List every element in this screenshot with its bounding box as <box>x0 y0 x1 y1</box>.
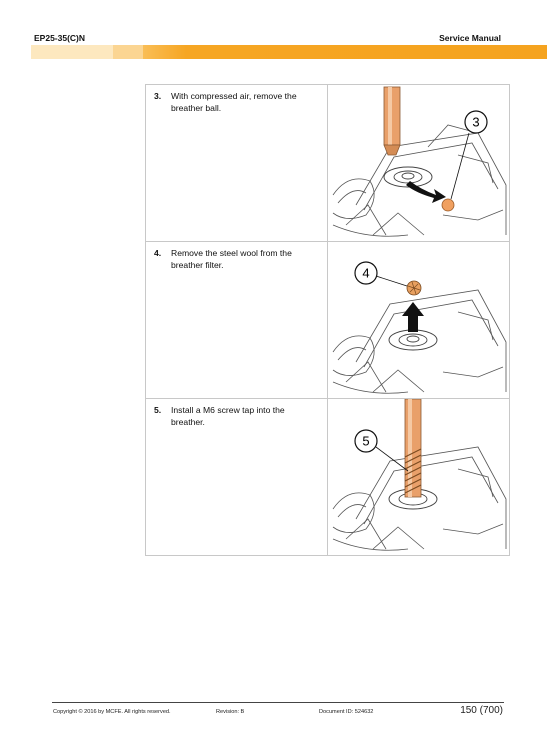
callout-number: 3 <box>472 114 480 130</box>
steel-wool-illustration <box>328 242 509 398</box>
document-model: EP25-35(C)N <box>34 33 86 43</box>
step-illustration-cell <box>328 85 510 242</box>
footer-divider <box>52 702 504 703</box>
procedure-table <box>145 84 510 556</box>
page-number: 150 (700) <box>460 705 503 716</box>
header-band-mid <box>113 45 143 59</box>
step-instruction: With compressed air, remove the breather ball. <box>171 91 297 113</box>
callout-leader <box>376 276 407 286</box>
step-text-cell <box>146 85 328 242</box>
footer-copyright: Copyright © 2016 by MCFE. All rights reserved. <box>53 709 171 715</box>
screw-tap <box>405 399 421 497</box>
step-row <box>146 85 510 242</box>
footer-document-id: Document ID: 524632 <box>319 709 374 715</box>
breather-ball <box>442 199 454 211</box>
breather-ball-illustration <box>328 85 509 241</box>
step-text-cell <box>146 399 328 556</box>
step-instruction: Remove the steel wool from the breather filter. <box>171 248 292 270</box>
step-number: 5. <box>154 405 162 415</box>
step-number: 3. <box>154 91 162 101</box>
callout-number: 4 <box>362 265 370 281</box>
step-illustration-cell <box>328 242 510 399</box>
step-row <box>146 399 510 556</box>
removal-arrow <box>406 181 446 203</box>
step-illustration-cell <box>328 399 510 556</box>
step-row <box>146 242 510 399</box>
screw-tap-illustration <box>328 399 509 555</box>
footer-revision: Revision: B <box>216 709 245 715</box>
step-instruction: Install a M6 screw tap into the breather. <box>171 405 285 427</box>
tap-highlight <box>408 399 412 497</box>
step-number: 4. <box>154 248 162 258</box>
callout-leader <box>451 133 469 199</box>
header-band-light <box>31 45 113 59</box>
nozzle-highlight <box>388 87 392 145</box>
manual-title: Service Manual <box>439 33 501 43</box>
step-text-cell <box>146 242 328 399</box>
lift-arrow <box>402 302 424 332</box>
callout-number: 5 <box>362 433 370 449</box>
